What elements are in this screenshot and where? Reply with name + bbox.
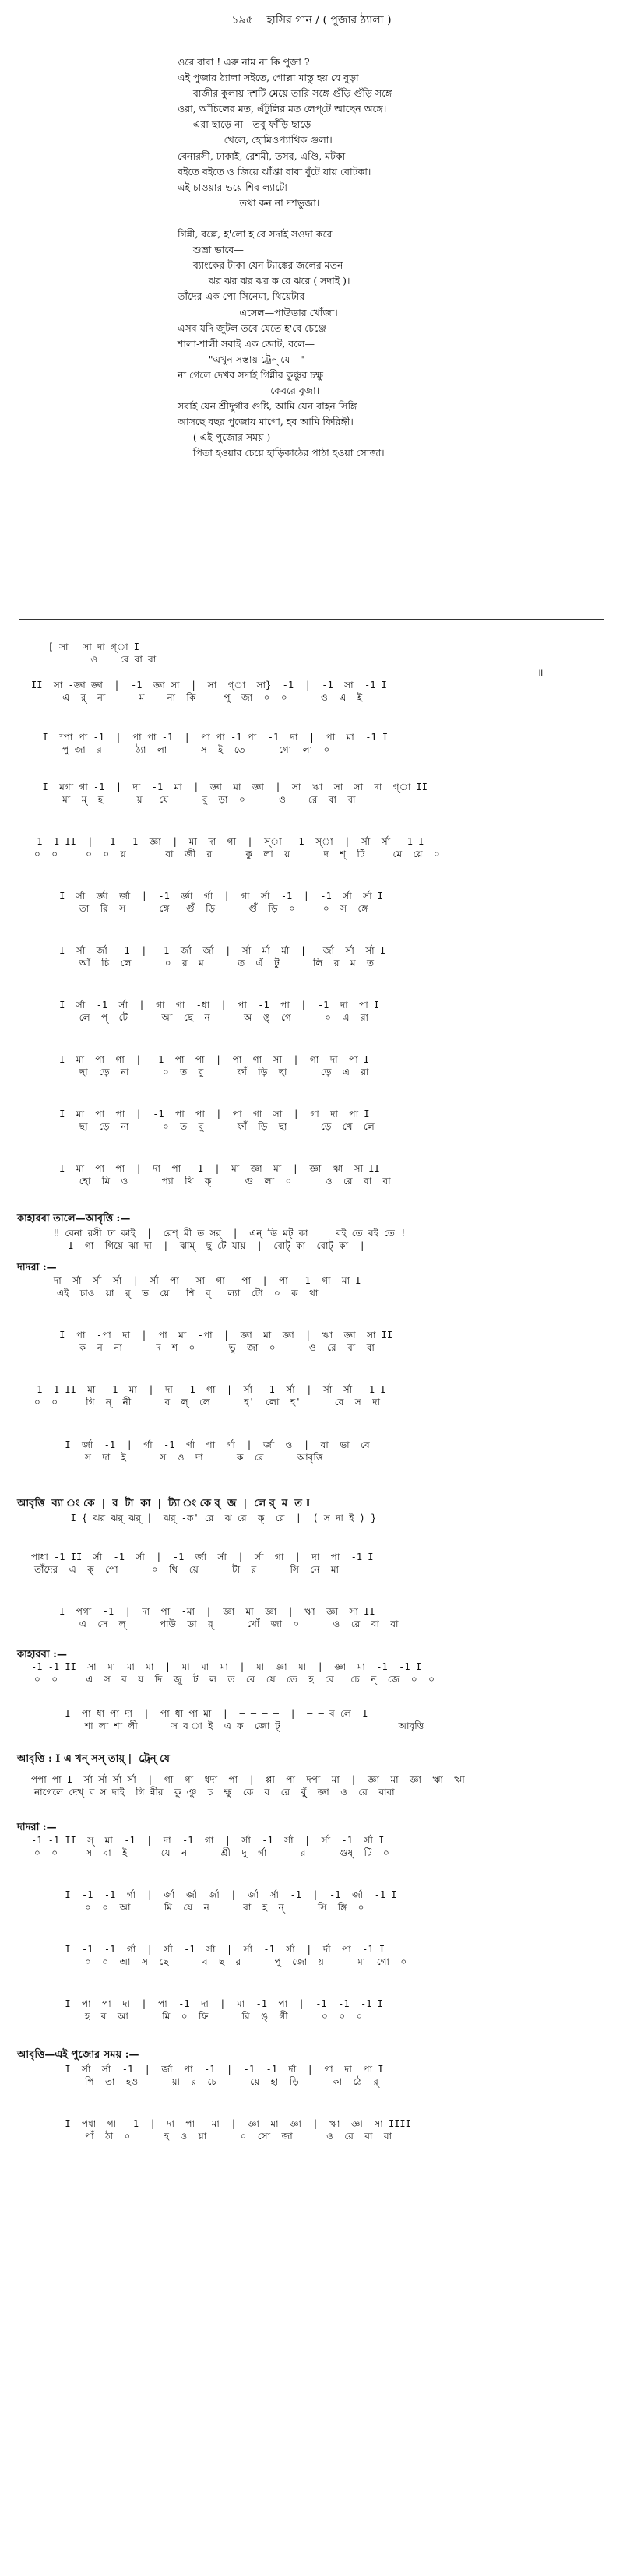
notation-row [31, 1227, 600, 1252]
notation-lyric-line: এই চাও য়া র্ ভ য়ে শি ব্ ল্যা টো ০ ক থা [34, 1288, 319, 1299]
notation-lyric-line: ০ ০ গি ন্‌ নী ব ল্‌ লে হ' লো হ' বে স দা [34, 1397, 380, 1407]
notation-row [31, 1439, 600, 1464]
lyric-line: সবাই যেন শ্রীদুর্গার গুষ্টি, আমি যেন বাহন সিঙ্গি [178, 400, 357, 413]
lyric-line: এরা ছাড়ে না—তবু ফাঁড়ি ছাড়ে [178, 118, 312, 131]
notation-row [31, 1274, 600, 1299]
swaralipi-line: -1 -1 II স্‌ মা -1 | দা -1 গা | র্সা -1 র্সা | র্সা -1 র্সা I [31, 1835, 385, 1846]
notation-row [31, 1053, 600, 1078]
notation-row [31, 1773, 600, 1798]
notation-lyric-line: ক ন না দ শ ০ ভু জা ০ ও রে বা বা [34, 1342, 375, 1353]
notation-row [31, 1707, 600, 1732]
swaralipi-line: II সা -জ্ঞা জ্ঞা | -1 জ্ঞা সা | সা গ্‌া সা} -1 | -1 সা -1 I [31, 680, 387, 691]
page-header [0, 11, 623, 30]
lyric-line: ওরে বাবা ! এরু নাম না কি পুজা ? [178, 56, 310, 68]
song-title: হাসির গান / ( পুজার ঠ্যালা ) [266, 14, 392, 26]
notation-lyric-line: স দা ই স ও দা ক রে আবৃত্তি [34, 1452, 323, 1463]
notation-row [31, 1661, 600, 1685]
notation-row [31, 1605, 600, 1630]
swaralipi-line: -1 -1 II সা মা মা মা | মা মা মা | মা জ্ঞা মা | জ্ঞা মা -1 -1 I [31, 1661, 422, 1672]
swaralipi-line: I মা পা পা | -1 পা পা | পা গা সা | গা দা পা I [31, 1109, 370, 1119]
notation-row [31, 1162, 600, 1187]
notation-plain-line: I { ঝর ঝর্‌ ঝর্‌ | ঝর্‌ -ক' রে ঝ রে ক্ রে | ( স দা ই ) } [31, 1513, 377, 1523]
notation-lyric-line: এ সে ল্ পাউ ডা র্ খোঁ জা ০ ও রে বা বা [34, 1618, 399, 1629]
swaralipi-line: I পগা -1 | দা পা -মা | জ্ঞা মা জ্ঞা | ঋা জ্ঞা সা II [31, 1606, 375, 1617]
notation-lyric-line: পু জা র ঠ্যা লা স ই তে গো লা ০ [34, 744, 330, 755]
lyric-line: বইতে বইতে ও জিয়ে ঝাঁপ্তা বাবা বুঁটে যায় বোটকা। [178, 165, 371, 177]
notation-row [31, 679, 600, 704]
notation-row [31, 944, 600, 969]
notation-lyric-line: লে প্‌ টে আ ছে ন অ ঙ্ গে ০ এ রা [34, 1012, 369, 1023]
swaralipi-line: -1 -1 II | -1 -1 জ্ঞা | মা দা গা | স্‌া -1 স্‌া | র্সা র্সা -1 I [31, 836, 424, 847]
notation-lyric-line: ০ ০ স বা ই যে ন শ্রী দু র্গা র গুষ্ টি ০ [34, 1847, 389, 1858]
page-number: ১৯৫ [231, 14, 253, 26]
notation-lyric-line: ০ ০ আ মি যে ন বা হ ন্‌ সি ঙ্গি ০ [34, 1902, 364, 1913]
swaralipi-line: I পা পা দা | পা -1 দা | মা -1 পা | -1 -1 -1 I [31, 1998, 383, 2009]
notation-plain-line: ॥ [31, 667, 544, 678]
lyric-line: গিন্নী, বল্লে, হ'লো হ'বে সদাই সওদা করে [178, 228, 333, 241]
notation-lyric-line: পি তা হও য়া র চে য়ে হা ড়ি কা ঠে র্ [34, 2076, 378, 2087]
lyric-line: ব্যাংকের টাকা যেন ট্যাঙ্কের জলের মতন [178, 259, 343, 272]
notation-lyric-line: I গা গিয়ে ঝা দা | ঝাম্‌ -ছু টে যায় | বোট্‌ কা বোট্‌ কা | — — — [34, 1240, 405, 1251]
lyric-line: "এখুন সস্তায় ট্রেন্ যে—" [178, 353, 304, 365]
swaralipi-line: I পা ধা পা দা | পা ধা পা মা | — — — — | — — ব লে I [31, 1708, 368, 1719]
section-label: কাহারবা :— [17, 1649, 67, 1661]
lyric-line: কেবরে বুজা। [178, 384, 320, 396]
swaralipi-line: ‼ বেনা রসী ঢা কাই | রেশ্‌ মী ত সর্‌ | এন্ ডি মট্‌ কা | বই তে বই তে ! [31, 1228, 407, 1239]
section-label: আবৃত্তি—এই পুজোর সময় :— [17, 2049, 139, 2061]
notation-row [31, 1551, 600, 1576]
notation-lyric-line: তা রি স ঙ্গে গুঁ ড়ি গুঁ ড়ি ০ ০ স ঙ্গে [34, 903, 368, 914]
notation-lyric-line: নাগেলে দেখ্‌ ব স দাই গি ন্নীর কু ঞু চ ক্ষু কে ব রে বু্ঁ জ্ঞা ও রে বাবা [34, 1787, 395, 1798]
notation-row [31, 1889, 600, 1914]
notation-row [31, 1108, 600, 1133]
section-label: আবৃত্তি ব্যা ং কে | র টা কা | ট্যা ং কে র্ জ | লে র্ ম ত I [17, 1498, 311, 1509]
swaralipi-line: I র্সা -1 র্সা | গা গা -ধা | পা -1 পা | -1 দা পা I [31, 1000, 380, 1010]
lyric-line: খেলে, হোমিওপ্যাথিক গুলা। [178, 134, 333, 146]
lyric-line: এই পুজার ঠ্যালা সইতে, গোল্লা মাস্তু হয় যে বুড়া। [178, 72, 363, 84]
lyric-line: তথা কন না দশভুজা। [178, 196, 320, 209]
section-divider [19, 619, 604, 620]
notation-lyric-line: ০ ০ ০ ০ য় বা জী র কু লা য় দ শ্‌ টি মে য়ে ০ [34, 849, 440, 859]
lyric-line: শুভ্রা ভাবে— [178, 244, 244, 256]
lyric-line: ওরা, আঁচিলের মত, এঁটুলির মত লেপ্‌টে আছেন অঙ্গে। [178, 103, 387, 115]
lyric-line: বেনারসী, ঢাকাই, রেশমী, তসর, এণ্ডি, মটকা [178, 149, 346, 162]
lyrics-block [178, 54, 583, 461]
swaralipi-line: পপা পা I র্সা র্সা র্সা র্সা | গা গা ধদা পা | প্পা পা দপা মা | জ্ঞা মা জ্ঞা ঋা ঋা [31, 1774, 465, 1785]
swaralipi-line: I -1 -1 র্গা | র্সা -1 র্সা | র্সা -1 র্সা | র্দা পা -1 I [31, 1944, 385, 1955]
lyric-line: শালা-শালী সবাই এক জোট, বলে— [178, 337, 315, 350]
section-label: আবৃত্তি : I এ খন্ সস্ তায়্ | ট্রেন্ যে [17, 1753, 170, 1765]
swaralipi-line: I স্পা পা -1 | পা পা -1 | পা পা -1 পা -1 দা | পা মা -1 I [31, 732, 389, 743]
lyric-line [178, 211, 583, 227]
notation-lyric-line: ছা ড়ে না ০ ত বু ফাঁ ড়ি ছা ড়ে এ রা [34, 1067, 369, 1077]
notation-row [31, 1998, 600, 2022]
lyric-line: ( এই পুজোর সময় )— [178, 431, 280, 444]
notation-lyric-line: ও রে বা বা [34, 654, 157, 665]
swaralipi-line: I র্সা র্জ্ঞা র্জা | -1 র্জ্ঞা র্গা | গা র্সা -1 | -1 র্সা র্সা I [31, 891, 384, 901]
swaralipi-line: I মা পা পা | দা পা -1 | মা জ্ঞা মা | জ্ঞা ঋা সা II [31, 1163, 380, 1174]
notation-lyric-line: পাঁ ঠা ০ হ ও য়া ০ সো জা ও রে বা বা [34, 2131, 392, 2142]
notation-lyric-line: আঁ চি লে ০ র ম ত এঁ টু লি র ম ত [34, 958, 374, 968]
lyric-line: এসব যদি জুটল তবে যেতে হ'বে চেঞ্জে— [178, 322, 336, 334]
swaralipi-line: I র্জা -1 | র্গা -1 র্গা গা র্গা | র্জা ও | বা ভা বে [31, 1439, 370, 1450]
lyric-line: তাঁদের এক পো-সিনেমা, থিয়েটার [178, 290, 305, 303]
section-label: দাদরা :— [17, 1262, 57, 1274]
notation-row [31, 1943, 600, 1968]
notation-lyric-line: হো মি ও প্যা থি ক্ গু লা ০ ও রে বা বা [34, 1176, 391, 1186]
section-label: কাহারবা তালে—আবৃত্তি :— [17, 1213, 131, 1225]
lyric-line: ঝর ঝর ঝর ঝর ক'রে ঝরে ( সদাই )। [178, 275, 350, 287]
notation-row [31, 2117, 600, 2142]
swaralipi-line: I র্সা র্সা -1 | র্জা পা -1 | -1 -1 র্দা | গা দা পা I [31, 2064, 384, 2075]
swaralipi-line: -1 -1 II মা -1 মা | দা -1 গা | র্সা -1 র্সা | র্সা র্সা -1 I [31, 1384, 386, 1395]
notation-row [31, 641, 600, 666]
swaralipi-line: I র্সা র্জা -1 | -1 র্জা র্জা | র্সা র্মা র্মা | -র্জা র্সা র্সা I [31, 945, 386, 956]
swaralipi-line: I মগা গা -1 | দা -1 মা | জ্ঞা মা জ্ঞা | সা ঋা সা সা দা গ্‌া II [31, 782, 428, 792]
notation-row [31, 1834, 600, 1859]
notation-row [31, 890, 600, 915]
lyric-line: পিতা হওয়ার চেয়ে হাড়িকাঠের পাঠা হওয়া সোজা। [178, 447, 385, 459]
swaralipi-line: দা র্সা র্সা র্সা | র্সা পা -সা গা -পা | পা -1 গা মা I [31, 1275, 361, 1286]
notation-lyric-line: ছা ড়ে না ০ ত বু ফাঁ ড়ি ছা ড়ে খে লে [34, 1121, 375, 1132]
swaralipi-line: I মা পা গা | -1 পা পা | পা গা সা | গা দা পা I [31, 1054, 370, 1065]
section-label: দাদরা :— [17, 1822, 57, 1833]
swaralipi-line: পাধা -1 II র্সা -1 র্সা | -1 র্জা র্সা | র্সা গা | দা পা -1 I [31, 1552, 374, 1562]
lyric-line: বাজীর কুলায় দশটি মেয়ে তারি সঙ্গে গুঁড়ি গুঁড়ি সঙ্গে [178, 87, 392, 100]
notation-lyric-line: তাঁদের এ ক্‌ পো ০ থি য়ে টা র সি নে মা [34, 1564, 339, 1575]
lyric-line: না গেলে দেখব সদাই গিন্নীর কুঞ্চুর চক্ষু [178, 368, 324, 381]
notation-lyric-line: শা লা শা লী স ব া ই এ ক জো ট্‌ আবৃত্তি [34, 1720, 424, 1731]
notation-lyric-line: হ ব আ মি ০ ফি রি ঙ্‌ গী ০ ০ ০ [34, 2011, 363, 2022]
notation-row [31, 999, 600, 1024]
swaralipi-line: I পধা গা -1 | দা পা -মা | জ্ঞা মা জ্ঞা | ঋা জ্ঞা সা IIII [31, 2118, 411, 2129]
lyric-line: এই চাওয়ার ভয়ে শিব ল্যাটো— [178, 181, 297, 193]
notation-row [31, 1383, 600, 1408]
notation-lyric-line: এ র্‌ না ম না কি পু জা ০ ০ ও এ ই [34, 692, 363, 703]
swaralipi-line: [ সা । সা দা গ্‌া I [31, 641, 139, 652]
notation-lyric-line: ০ ০ এ স ব য দি জু ট ল ত বে যে তে হ বে চে ন্‌ জে ০ ০ [34, 1674, 435, 1685]
swaralipi-line: I -1 -1 র্গা | র্জা র্জা র্জা | র্জা র্সা -1 | -1 র্জা -1 I [31, 1889, 397, 1900]
notation-row [31, 781, 600, 806]
notation-lyric-line: মা ম্ হ য় যে বু ড়া ০ ও রে বা বা [34, 794, 356, 805]
lyric-line: এসেল—পাউডার খোঁজা। [178, 306, 338, 318]
notation-row [31, 835, 600, 860]
notation-row [31, 1329, 600, 1354]
notation-row [31, 2063, 600, 2088]
notation-lyric-line: ০ ০ আ স ছে ব ছ র পু জো য় মা গো ০ [34, 1956, 407, 1967]
swaralipi-line: I পা -পা দা | পা মা -পা | জ্ঞা মা জ্ঞা | ঋা জ্ঞা সা II [31, 1330, 393, 1341]
lyric-line: আসছে বছর পুজোয় মাগো, হব আমি ফিরিঙ্গী। [178, 416, 354, 428]
notation-row [31, 731, 600, 756]
